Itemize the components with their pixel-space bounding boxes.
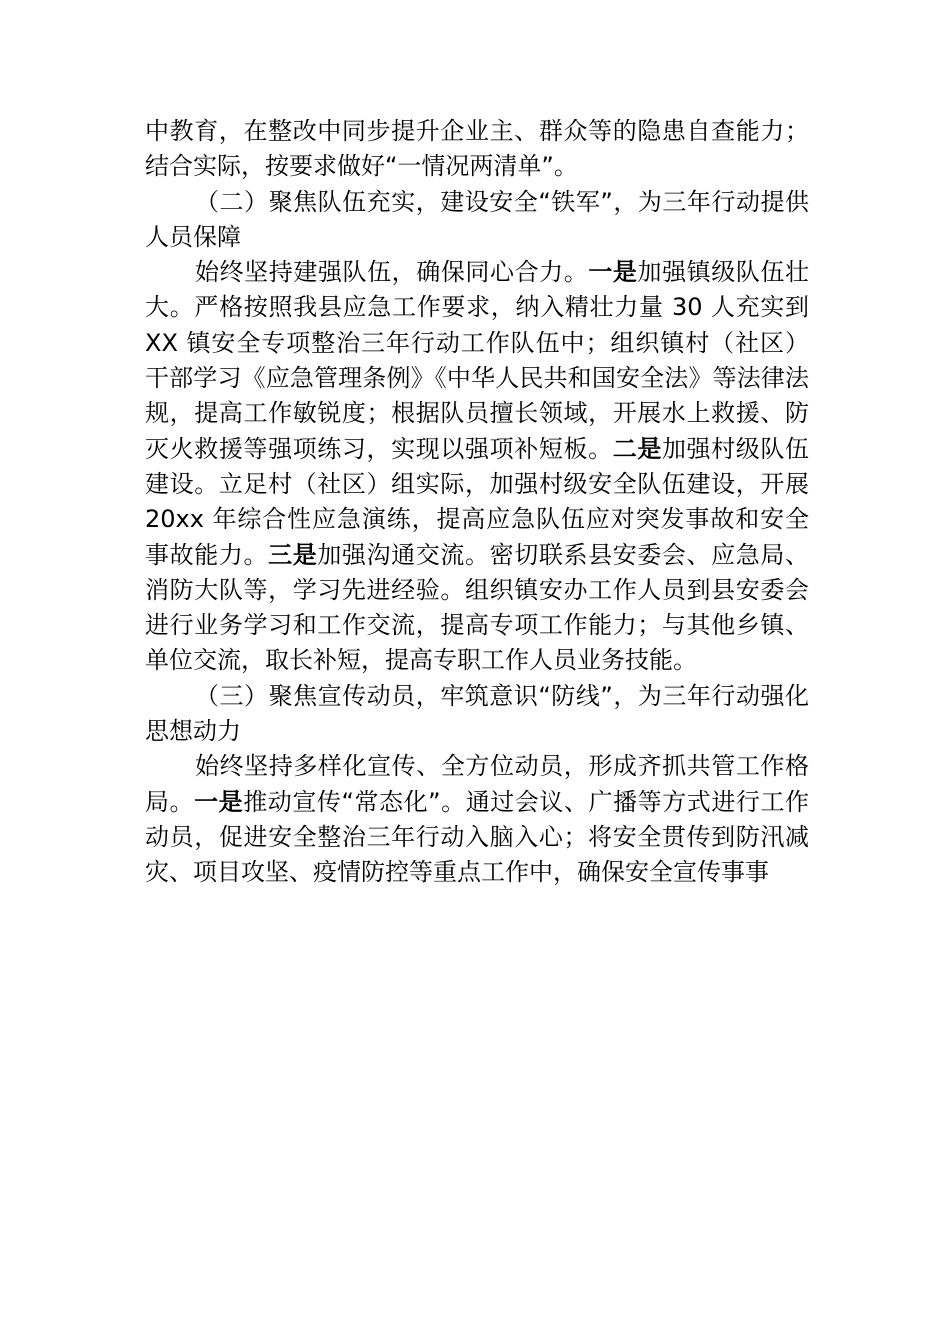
section-3-heading: （三）聚焦宣传动员，牢筑意识“防线”，为三年行动强化思想动力	[145, 681, 809, 746]
section-3-label-1: 一是	[194, 787, 244, 816]
section-3-paragraph	[145, 749, 809, 890]
section-2-text-3: 加强沟通交流。密切联系县安委会、应急局、消防大队等，学习先进经验。组织镇安办工作人员到县安委会进行业务学习和工作交流，提高专项工作能力；与其他乡镇、单位交流，取长补短，提高专职工作人员业务技能。	[145, 540, 810, 675]
section-2-label-2: 二是	[612, 434, 662, 463]
document-body	[145, 114, 809, 891]
section-2-lead: 始终坚持建强队伍，确保同心合力。	[195, 258, 589, 287]
intro-text: 中教育，在整改中同步提升企业主、群众等的隐患自查能力；结合实际，按要求做好“一情况两清单”。	[145, 117, 809, 181]
section-3-lead: 始终坚持多样化宣传、全方位动员，形成齐抓共管工作格局。	[145, 752, 809, 816]
section-2-label-1: 一是	[588, 258, 638, 287]
section-2-label-3: 三是	[268, 540, 318, 569]
section-2-paragraph	[145, 255, 809, 679]
intro-paragraph	[145, 114, 809, 185]
section-2-heading: （二）聚焦队伍充实，建设安全“铁军”，为三年行动提供人员保障	[145, 187, 809, 251]
section-3-text-1: 推动宣传“常态化”。通过会议、广播等方式进行工作动员，促进安全整治三年行动入脑入心；将安全贯传到防汛减灾、项目攻坚、疫情防控等重点工作中，确保安全宣传事事	[145, 787, 809, 887]
section-2-text-1: 加强镇级队伍壮大。严格按照我县应急工作要求，纳入精壮力量 30 人充实到 XX 镇安全专项整治三年行动工作队伍中；组织镇村（社区）干部学习《应急管理条例》《中华人民共和国安全法》等法律法规，提高工作敏锐度；根据队员擅长领域，开展水上救援、防灭火救援等强项练习，实现以强项补短板。	[145, 258, 810, 463]
section-2-text-2: 加强村级队伍建设。立足村（社区）组实际，加强村级安全队伍建设，开展 20xx 年综合性应急演练，提高应急队伍应对突发事故和安全事故能力。	[145, 434, 810, 569]
